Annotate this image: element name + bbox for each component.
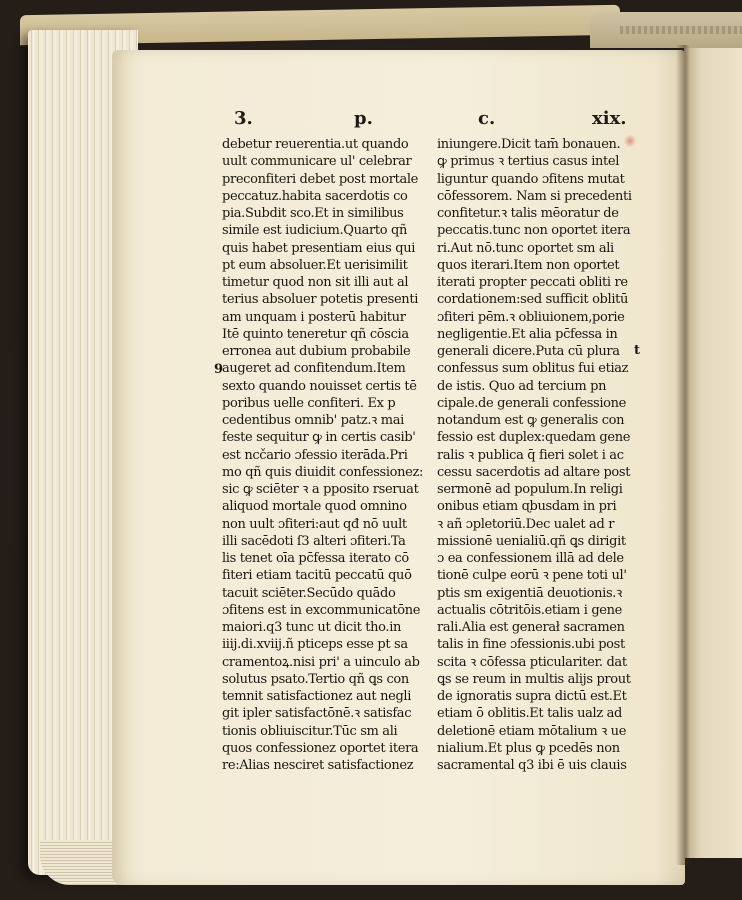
text-line: notandum est ꝙ generalis con bbox=[437, 413, 625, 428]
text-line: poribus uelle confiteri. Ex p bbox=[222, 395, 396, 411]
text-column-left bbox=[222, 136, 432, 774]
text-line: cordationem:sed sufficit oblitū bbox=[437, 292, 629, 308]
text-line: iiij.di.xviij.ñ pticeps esse pt sa bbox=[222, 637, 408, 653]
text-line: negligentie.Et alia pc̄fessa in bbox=[437, 326, 618, 342]
text-line: illi sacēdoti ſ3 alteri ɔfiteri.Ta bbox=[222, 533, 406, 549]
text-column-right bbox=[437, 136, 632, 774]
text-line: non uult ɔfiteri:aut qđ nō uult bbox=[222, 516, 407, 532]
text-line: ri.Aut nō.tunc oportet sm ali bbox=[437, 240, 614, 256]
folio-number: xix. bbox=[592, 108, 627, 129]
text-line: erronea aut dubium probabile bbox=[222, 344, 411, 359]
text-line: peccatis.tunc non oportet itera bbox=[437, 223, 631, 239]
text-line: ralis ꝛ publica q̄ fieri solet i ac bbox=[437, 447, 624, 463]
text-line: iterati propter peccati obliti re bbox=[437, 275, 628, 290]
text-line: terius absoluer potetis presenti bbox=[222, 292, 419, 308]
text-line: talis in fine ɔfessionis.ubi post bbox=[437, 637, 625, 653]
gutter-shadow bbox=[676, 45, 690, 865]
text-line: ꝛ añ ɔpletoriū.Dec ualet ad r bbox=[437, 516, 615, 532]
text-line: am unquam i posterū habitur bbox=[222, 309, 406, 325]
text-line: tionē culpe eorū ꝛ pene toti ul' bbox=[437, 568, 627, 584]
running-head-center-right: c. bbox=[478, 108, 496, 129]
text-line: cramentoꝝ.nisi pri' a uinculo ab bbox=[222, 654, 420, 670]
text-line: Itē quinto teneretur qñ cōscia bbox=[222, 326, 409, 342]
text-line: sic ꝙ sciēter ꝛ a pposito rseruat bbox=[222, 482, 419, 497]
running-head-left: 3. bbox=[234, 108, 253, 129]
text-line: feste sequitur ꝙ in certis casib' bbox=[222, 430, 416, 446]
text-line: re:Alias nesciret satisfactionez bbox=[222, 758, 414, 773]
text-line: ɔ ea confessionem illā ad dele bbox=[437, 551, 624, 566]
running-head-center-left: p. bbox=[354, 108, 373, 129]
text-line: cipale.de generali confessione bbox=[437, 395, 627, 411]
text-line: onibus etiam ɋbusdam in pri bbox=[437, 499, 617, 515]
text-line: ꝗs se reum in multis alijs prout bbox=[437, 671, 631, 687]
marginal-note-right: t bbox=[634, 343, 641, 358]
text-line: sexto quando nouisset certis tē bbox=[222, 378, 417, 394]
text-line: cessu sacerdotis ad altare post bbox=[437, 464, 631, 480]
text-line: uult communicare ul' celebrar bbox=[222, 154, 412, 170]
text-line: temnit satisfactionez aut negli bbox=[222, 689, 412, 704]
binding-spine bbox=[590, 12, 742, 48]
text-line: cōfessorem. Nam si precedenti bbox=[437, 188, 632, 204]
text-line: nialium.Et plus ꝙ pcedēs non bbox=[437, 740, 620, 756]
text-line: git ipler satisfactōnē.ꝛ satisfac bbox=[222, 706, 412, 722]
running-head bbox=[230, 108, 630, 134]
text-line: simile est iudicium.Quarto qñ bbox=[222, 223, 408, 239]
text-line: deletionē etiam mōtalium ꝛ ue bbox=[437, 723, 627, 739]
text-line: ɔfitens est in excommunicatōne bbox=[222, 602, 421, 618]
text-line: fessio est duplex:quedam gene bbox=[437, 430, 631, 446]
text-line: est ncčario ɔfessio iterāda.Pri bbox=[222, 447, 408, 463]
text-line: debetur reuerentia.ut quando bbox=[222, 137, 409, 152]
text-line: lis tenet oīa pc̄fessa iterato cō bbox=[222, 551, 409, 566]
text-line: generali dicere.Puta cū plura bbox=[437, 344, 620, 359]
text-line: missionē uenialiū.qñ ꝗs dirigit bbox=[437, 533, 626, 549]
text-line: tacuit sciēter.Secūdo quādo bbox=[222, 585, 396, 601]
facing-page bbox=[684, 48, 742, 858]
text-line: quos confessionez oportet itera bbox=[222, 740, 419, 756]
text-line: ptis sm exigentiā deuotionis.ꝛ bbox=[437, 585, 622, 601]
text-line: rali.Alia est generał sacramen bbox=[437, 620, 625, 635]
text-line: sacramental q3 ibi ē uis clauis bbox=[437, 758, 627, 773]
text-line: confessus sum oblitus fui etiaz bbox=[437, 361, 629, 377]
text-line: fiteri etiam tacitū peccatū quō bbox=[222, 568, 412, 584]
text-line: ꝙ primus ꝛ tertius casus intel bbox=[437, 154, 620, 170]
text-line: sermonē ad populum.In religi bbox=[437, 482, 623, 497]
text-line: augeret ad confitendum.Item bbox=[222, 361, 406, 377]
text-line: mo qñ quis diuidit confessionez: bbox=[222, 464, 424, 480]
text-line: quos iterari.Item non oportet bbox=[437, 257, 620, 273]
text-line: etiam ō oblitis.Et talis ualz ad bbox=[437, 706, 622, 722]
text-line: maiori.q3 tunc ut dicit tho.in bbox=[222, 620, 402, 635]
text-line: tionis obliuiscitur.Tūc sm ali bbox=[222, 723, 398, 739]
text-line: scita ꝛ cōfessa pticulariter. dat bbox=[437, 654, 627, 670]
text-line: confitetur.ꝛ talis mēoratur de bbox=[437, 206, 619, 221]
text-line: ɔfiteri pēm.ꝛ obliuionem,porie bbox=[437, 309, 625, 325]
marginal-note-left: 9 bbox=[214, 362, 224, 377]
text-line: de istis. Quo ad tercium pn bbox=[437, 378, 607, 394]
text-line: preconfiteri debet post mortale bbox=[222, 171, 419, 187]
text-line: cedentibus omnib' patz.ꝛ mai bbox=[222, 413, 404, 428]
text-line: pt eum absoluer.Et uerisimilit bbox=[222, 257, 408, 273]
text-line: aliquod mortale quod omnino bbox=[222, 499, 407, 515]
text-line: peccatuz.habita sacerdotis co bbox=[222, 188, 408, 204]
text-line: liguntur quando ɔfitens mutat bbox=[437, 171, 625, 187]
text-line: quis habet presentiam eius qui bbox=[222, 240, 416, 256]
text-line: de ignoratis supra dictū est.Et bbox=[437, 689, 627, 704]
text-line: actualis cōtritōis.etiam i gene bbox=[437, 602, 623, 618]
text-line: iniungere.Dicit tam̄ bonauen. bbox=[437, 137, 621, 152]
text-line: timetur quod non sit illi aut al bbox=[222, 275, 409, 290]
text-line: pia.Subdit sco.Et in similibus bbox=[222, 206, 404, 221]
text-line: solutus psato.Tertio qñ ꝗs con bbox=[222, 671, 409, 687]
